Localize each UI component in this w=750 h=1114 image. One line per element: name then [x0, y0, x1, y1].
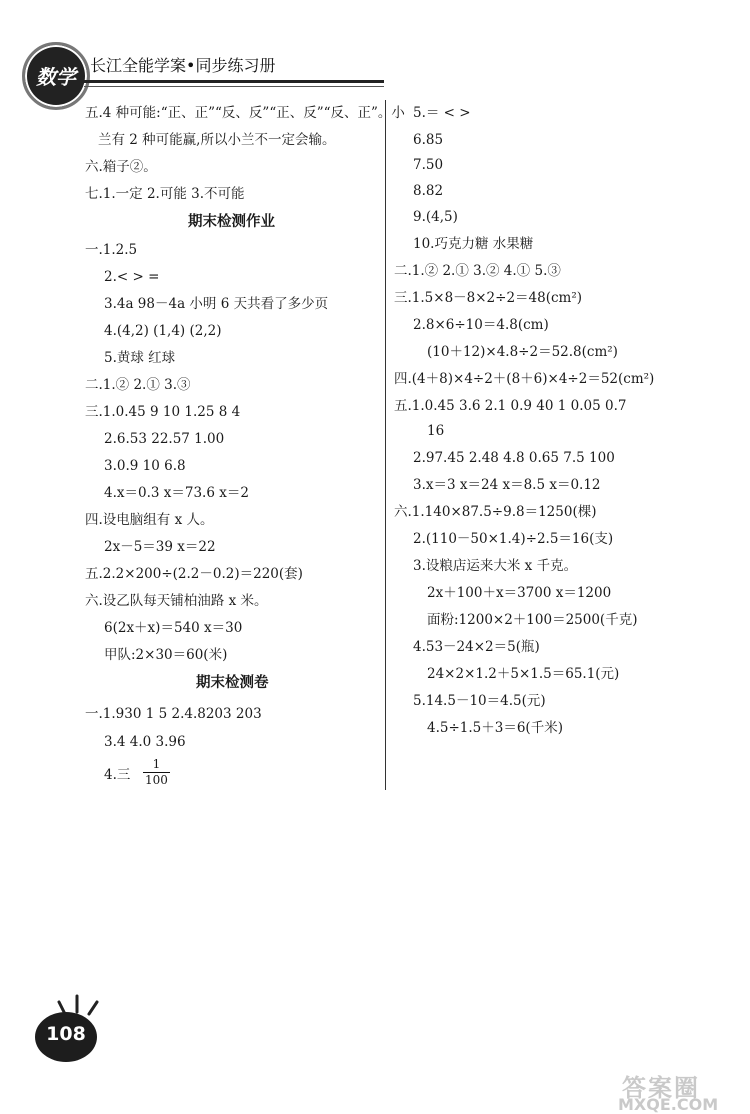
fraction [143, 757, 170, 788]
answer-line: 4.三 [104, 767, 131, 783]
answer-line: 4.5÷1.5＋3＝6(千米) [427, 720, 563, 736]
answer-line: 六.箱子②。 [85, 159, 157, 175]
watermark-bottom: MXQE.COM [618, 1095, 719, 1114]
answer-line: 二.1.② 2.① 3.② 4.① 5.③ [394, 263, 561, 279]
answer-line: 一.1.930 1 5 2.4.8203 203 [85, 706, 262, 722]
answer-line: 6(2x＋x)＝540 x＝30 [104, 620, 243, 636]
answer-line: 2x＋100＋x＝3700 x＝1200 [427, 585, 612, 601]
page-number-badge [35, 1012, 97, 1062]
answer-line: 5.黄球 红球 [104, 350, 176, 366]
answer-line: 六.设乙队每天铺柏油路 x 米。 [85, 593, 268, 609]
answer-line: 7.50 [413, 157, 444, 173]
header-rule-thin [84, 86, 384, 87]
page-number: 108 [46, 1023, 86, 1045]
answer-line: 2x－5＝39 x＝22 [104, 539, 216, 555]
answer-line: 16 [427, 423, 445, 439]
answer-line: 二.1.② 2.① 3.③ [85, 377, 191, 393]
answer-line: 8.82 [413, 183, 444, 199]
answer-line: 四.(4＋8)×4÷2＋(8＋6)×4÷2＝52(cm²) [394, 371, 655, 387]
answer-line: 2.(110－50×1.4)÷2.5＝16(支) [413, 531, 614, 547]
answer-line: 三.1.0.45 9 10 1.25 8 4 [85, 404, 241, 420]
section-title-final-homework: 期末检测作业 [188, 214, 275, 230]
answer-line: (10＋12)×4.8÷2＝52.8(cm²) [427, 344, 618, 360]
answer-line: 4.(4,2) (1,4) (2,2) [104, 323, 222, 339]
answer-line: 六.1.140×87.5÷9.8＝1250(棵) [394, 504, 597, 520]
answer-line: 面粉:1200×2＋100＝2500(千克) [427, 612, 638, 628]
logo-text: 数学 [36, 65, 76, 89]
answer-line: 3.x＝3 x＝24 x＝8.5 x＝0.12 [413, 477, 601, 493]
answer-line: 6.85 [413, 132, 444, 148]
answer-line: 一.1.2.5 [85, 242, 138, 258]
answer-line: 甲队:2×30＝60(米) [104, 647, 228, 663]
answer-line: 3.0.9 10 6.8 [104, 458, 186, 474]
answer-line: 2.< > = [104, 269, 160, 285]
answer-line: 五.1.0.45 3.6 2.1 0.9 40 1 0.05 0.7 [394, 398, 627, 414]
answer-line: 三.1.5×8－8×2÷2＝48(cm²) [394, 290, 583, 306]
answer-line: 10.巧克力糖 水果糖 [413, 236, 534, 252]
answer-line: 四.设电脑组有 x 人。 [85, 512, 214, 528]
page-header [0, 0, 750, 110]
fraction-numerator: 1 [143, 757, 170, 773]
answer-line: 4.x＝0.3 x＝73.6 x＝2 [104, 485, 249, 501]
answer-line: 24×2×1.2＋5×1.5＝65.1(元) [427, 666, 620, 682]
answer-line: 五.2.2×200÷(2.2－0.2)＝220(套) [85, 566, 303, 582]
watermark-top: 答案圈 [622, 1074, 700, 1102]
math-logo [22, 42, 90, 110]
fraction-denominator: 100 [145, 773, 168, 787]
answer-line: 兰有 2 种可能赢,所以小兰不一定会输。 [98, 132, 336, 148]
answer-line: 5.＝ < > [413, 105, 471, 121]
section-title-final-test: 期末检测卷 [196, 675, 269, 691]
watermark [600, 1068, 750, 1113]
answer-line: 5.14.5－10＝4.5(元) [413, 693, 546, 709]
answer-line: 2.8×6÷10＝4.8(cm) [413, 317, 549, 333]
answer-line: 2.97.45 2.48 4.8 0.65 7.5 100 [413, 450, 615, 466]
answer-line: 七.1.一定 2.可能 3.不可能 [85, 186, 245, 202]
header-rule [84, 80, 384, 83]
answer-line: 2.6.53 22.57 1.00 [104, 431, 225, 447]
series-title: 长江全能学案•同步练习册 [90, 56, 276, 75]
column-divider [385, 100, 386, 790]
answer-line: 3.设粮店运来大米 x 千克。 [413, 558, 578, 574]
answer-line: 3.4a 98－4a 小明 6 天共看了多少页 [104, 296, 329, 312]
answer-line: 3.4 4.0 3.96 [104, 734, 186, 750]
answer-line: 9.(4,5) [413, 209, 458, 225]
answer-line: 4.53－24×2＝5(瓶) [413, 639, 540, 655]
answer-line: 五.4 种可能:“正、正”“反、反”“正、反”“反、正”。小 [85, 105, 405, 121]
